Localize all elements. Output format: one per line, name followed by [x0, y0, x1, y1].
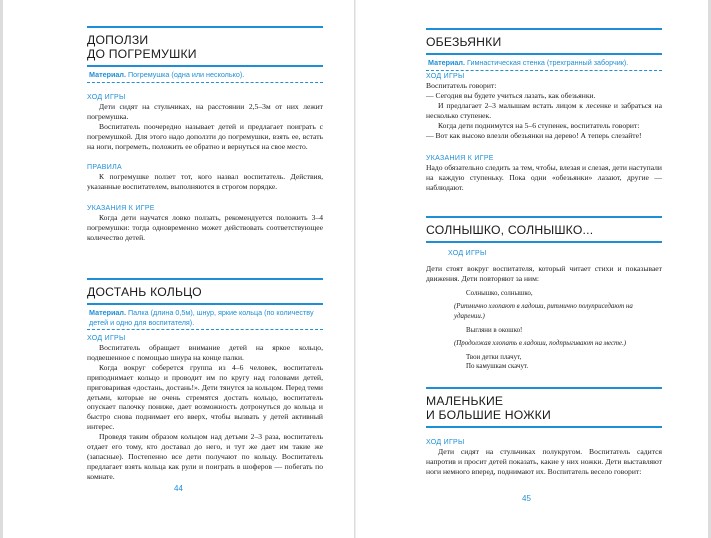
game-description	[426, 72, 662, 140]
section-title: ДОПОЛЗИ ДО ПОГРЕМУШКИ	[87, 33, 197, 61]
poem-line: По камушкам скачут.	[466, 363, 529, 371]
section-title: ОБЕЗЬЯНКИ	[426, 35, 502, 49]
game-description	[426, 249, 662, 372]
paragraph: Воспитатель обращает внимание детей на яркое кольцо, подвешенное с помощью шнура на конце палки.	[87, 343, 323, 362]
paragraph: — Вот как высоко влезли обезьянки на дерево! А теперь слезайте!	[426, 130, 642, 140]
section-title: МАЛЕНЬКИЕ И БОЛЬШИЕ НОЖКИ	[426, 394, 551, 422]
section-sunshine	[426, 216, 662, 243]
subheading-tips: УКАЗАНИЯ К ИГРЕ	[87, 205, 155, 212]
material-label: Материал.	[89, 70, 126, 79]
subheading-tips: УКАЗАНИЯ К ИГРЕ	[426, 155, 494, 162]
left-page	[0, 0, 355, 538]
game-description	[87, 334, 323, 482]
paragraph: Когда дети научатся ловко ползать, рекомендуется положить 3–4 погремушки: тогда одновременно может действовать соответствующее количество детей.	[87, 213, 323, 242]
dashed-divider	[87, 329, 323, 330]
section-monkeys	[426, 28, 662, 71]
right-page	[356, 0, 711, 538]
poem-direction: (Ритмично хлопают в ладоши, ритмично полуприседают на ударении.)	[454, 303, 633, 320]
section-get-the-ring	[87, 278, 323, 330]
page-edge	[0, 0, 3, 538]
game-description	[87, 93, 323, 152]
dashed-divider	[426, 70, 662, 71]
material-text: Палка (длина 0,5м), шнур, яркие кольца (по количеству детей и одно для воспитателя).	[89, 308, 314, 327]
subheading-game: ХОД ИГРЫ	[426, 73, 465, 80]
poem-line: Выгляни в окошко!	[466, 326, 523, 334]
dashed-divider	[87, 82, 323, 83]
material-text: Гимнастическая стенка (трехгранный заборчик).	[466, 58, 629, 67]
page-number: 44	[174, 484, 183, 493]
rules	[87, 163, 323, 192]
poem-line: Твои детки плачут,	[466, 353, 522, 361]
section-small-big-feet	[426, 387, 662, 428]
title-rule	[426, 426, 662, 428]
paragraph: Дети сидят на стульчиках, на расстоянии 2,5–3м от них лежит погремушка.	[87, 102, 323, 121]
poem	[426, 289, 662, 372]
section-title: СОЛНЫШКО, СОЛНЫШКО...	[426, 223, 594, 237]
subheading-rules: ПРАВИЛА	[87, 164, 122, 171]
section-crawl-to-rattle	[87, 26, 323, 83]
game-tips	[426, 154, 662, 193]
paragraph: Воспитатель поочередно называет детей и предлагает поиграть с погремушкой. Для этого надо доползти до погремушки, взять ее, встать на ноги, погреметь, положить ее обратно и вернуться на свое место.	[87, 121, 323, 151]
material-line	[426, 55, 662, 70]
paragraph: К погремушке ползет тот, кого назвал воспитатель. Действия, указанные воспитателем, выполняются в строгом порядке.	[87, 172, 323, 191]
poem-line: Солнышко, солнышко,	[466, 289, 533, 297]
subheading-game: ХОД ИГРЫ	[448, 250, 487, 257]
poem-direction: (Продолжая хлопать в ладоши, подпрыгивают на месте.)	[454, 340, 627, 348]
section-title: ДОСТАНЬ КОЛЬЦО	[87, 285, 202, 299]
paragraph: Дети сидят на стульчиках полукругом. Воспитатель садится напротив и просит детей показать, какие у них ножки. Дети выставляют ноги немного вперед, поднимают их. Воспитатель весело говорит:	[426, 447, 662, 476]
game-description	[426, 438, 662, 477]
material-label: Материал.	[89, 308, 126, 317]
material-line	[87, 305, 323, 329]
game-tips	[87, 204, 323, 243]
title-rule	[426, 241, 662, 243]
paragraph: — Сегодня вы будете учиться лазать, как обезьянки.	[426, 90, 596, 100]
subheading-game: ХОД ИГРЫ	[87, 94, 126, 101]
paragraph: И предлагает 2–3 малышам встать лицом к лесенке и забраться на несколько ступенек.	[426, 100, 662, 120]
material-text: Погремушка (одна или несколько).	[127, 70, 245, 79]
paragraph: Проведя таким образом кольцом над детьми 2–3 раза, воспитатель отдает его тому, кто доставал до него, и тут же дает им такие же (запасные). Постепенно все дети получают по кольцу. Воспитатель предлагает взять кольца как рули и поиграть в шоферов — побегать по комнате.	[87, 432, 323, 481]
paragraph: Когда вокруг соберется группа из 4–6 человек, воспитатель приподнимает кольцо и проводит им по кругу над головами детей, приговаривая «достань, достань!». Дети тянутся за кольцом. Перед теми детьми, которые не очень стремятся достать кольцо, воспитатель опускает палочку пониже, дает возможность дотронуться до кольца и быстро снова поднимает его вверх, чтобы вызвать у детей активный интерес.	[87, 362, 323, 432]
paragraph: Воспитатель говорит:	[426, 81, 497, 90]
paragraph: Дети стоят вокруг воспитателя, который читает стихи и показывает движения. Дети повторяют за ним:	[426, 264, 662, 283]
subheading-game: ХОД ИГРЫ	[426, 439, 465, 446]
paragraph: Когда дети поднимутся на 5–6 ступенек, воспитатель говорит:	[438, 120, 640, 130]
material-line	[87, 67, 323, 82]
subheading-game: ХОД ИГРЫ	[87, 335, 126, 342]
material-label: Материал.	[428, 58, 465, 67]
page-number: 45	[522, 494, 531, 503]
paragraph: Надо обязательно следить за тем, чтобы, влезая и слезая, дети наступали на каждую ступеньку. Пока одни «обезьянки» лазают, другие — наблюдают.	[426, 163, 662, 192]
